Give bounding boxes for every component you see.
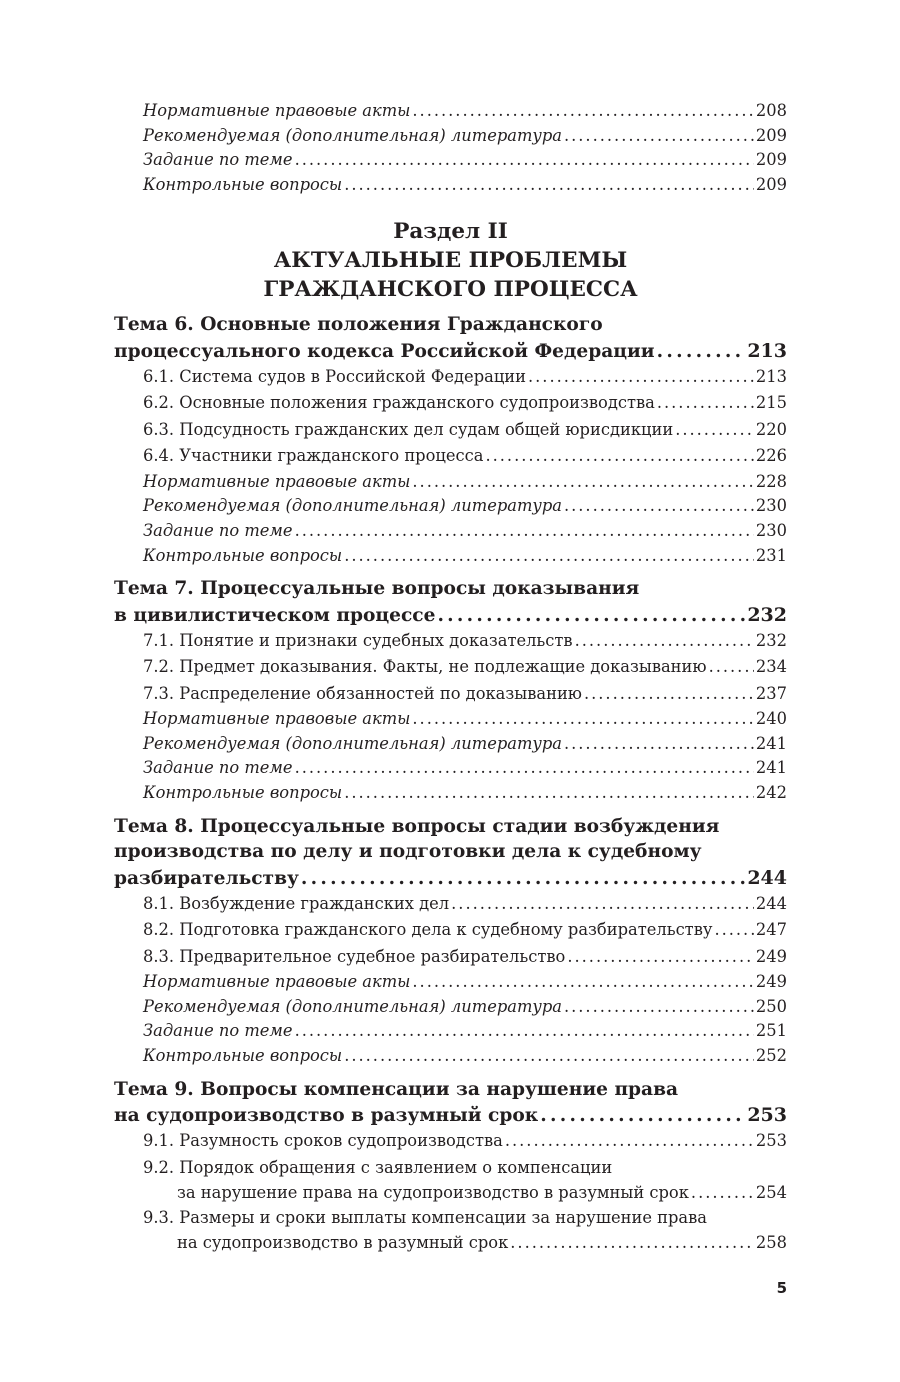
toc-entry[interactable]: Рекомендуемая (дополнительная) литература . . . 230	[114, 494, 787, 519]
section-title-line-1: АКТУАЛЬНЫЕ ПРОБЛЕМЫ	[273, 248, 628, 274]
page-number: 5	[776, 1279, 787, 1297]
toc-entry[interactable]: 9.2. Порядок обращения с заявлением о компенсации за нарушение права на судопроизводство в разумный срок . . . 254	[114, 1155, 787, 1205]
toc-entry[interactable]: 8.3. Предварительное судебное разбирательство . . . 249	[114, 944, 787, 971]
toc-entry[interactable]: 6.2. Основные положения гражданского судопроизводства . . . 215	[114, 390, 787, 417]
toc-entry[interactable]: 7.3. Распределение обязанностей по доказыванию . . . 237	[114, 681, 787, 708]
topic-heading[interactable]: Тема 9. Вопросы компенсации за нарушение права на судопроизводство в разумный срок . . . 253	[114, 1077, 787, 1129]
toc-entry[interactable]: Задание по теме . . . 230	[114, 519, 787, 544]
table-of-contents	[114, 99, 787, 1255]
toc-entry[interactable]: 6.1. Система судов в Российской Федерации . . . 213	[114, 364, 787, 391]
toc-entry[interactable]: Нормативные правовые акты . . . 208	[114, 99, 787, 124]
toc-entry[interactable]: 8.1. Возбуждение гражданских дел . . . 244	[114, 891, 787, 918]
toc-entry[interactable]: Нормативные правовые акты . . . 228	[114, 470, 787, 495]
topic-heading[interactable]: Тема 8. Процессуальные вопросы стадии возбуждения производства по делу и подготовки дела к судебному разбирательству . . . 244	[114, 814, 787, 891]
section-heading	[114, 217, 787, 304]
toc-entry[interactable]: 6.4. Участники гражданского процесса . . . 226	[114, 443, 787, 470]
toc-entry[interactable]: Контрольные вопросы . . . 242	[114, 781, 787, 806]
toc-entry[interactable]: 7.2. Предмет доказывания. Факты, не подлежащие доказыванию . . . 234	[114, 654, 787, 681]
toc-entry[interactable]: Нормативные правовые акты . . . 249	[114, 970, 787, 995]
topic-heading[interactable]: Тема 6. Основные положения Гражданского процессуального кодекса Российской Федерации . . . 213	[114, 312, 787, 364]
topic-heading[interactable]: Тема 7. Процессуальные вопросы доказывания в цивилистическом процессе . . . 232	[114, 576, 787, 628]
toc-entry[interactable]: 6.3. Подсудность гражданских дел судам общей юрисдикции . . . 220	[114, 417, 787, 444]
toc-entry[interactable]: Задание по теме . . . 209	[114, 148, 787, 173]
toc-entry[interactable]: Рекомендуемая (дополнительная) литература . . . 250	[114, 995, 787, 1020]
toc-entry[interactable]: Задание по теме . . . 251	[114, 1019, 787, 1044]
toc-entry[interactable]: Рекомендуемая (дополнительная) литература . . . 209	[114, 124, 787, 149]
toc-entry[interactable]: 9.3. Размеры и сроки выплаты компенсации за нарушение права на судопроизводство в разумный срок . . . 258	[114, 1205, 787, 1255]
toc-entry[interactable]: Контрольные вопросы . . . 252	[114, 1044, 787, 1069]
toc-entry[interactable]: Нормативные правовые акты . . . 240	[114, 707, 787, 732]
toc-entry[interactable]: 8.2. Подготовка гражданского дела к судебному разбирательству . . . 247	[114, 917, 787, 944]
section-title-line-2: ГРАЖДАНСКОГО ПРОЦЕССА	[263, 277, 638, 303]
toc-entry[interactable]: Рекомендуемая (дополнительная) литература . . . 241	[114, 732, 787, 757]
section-label: Раздел II	[393, 219, 508, 245]
toc-entry[interactable]: Контрольные вопросы . . . 231	[114, 544, 787, 569]
toc-entry[interactable]: 9.1. Разумность сроков судопроизводства . . . 253	[114, 1128, 787, 1155]
toc-entry[interactable]: 7.1. Понятие и признаки судебных доказательств . . . 232	[114, 628, 787, 655]
toc-entry[interactable]: Задание по теме . . . 241	[114, 756, 787, 781]
toc-entry[interactable]: Контрольные вопросы . . . 209	[114, 173, 787, 198]
